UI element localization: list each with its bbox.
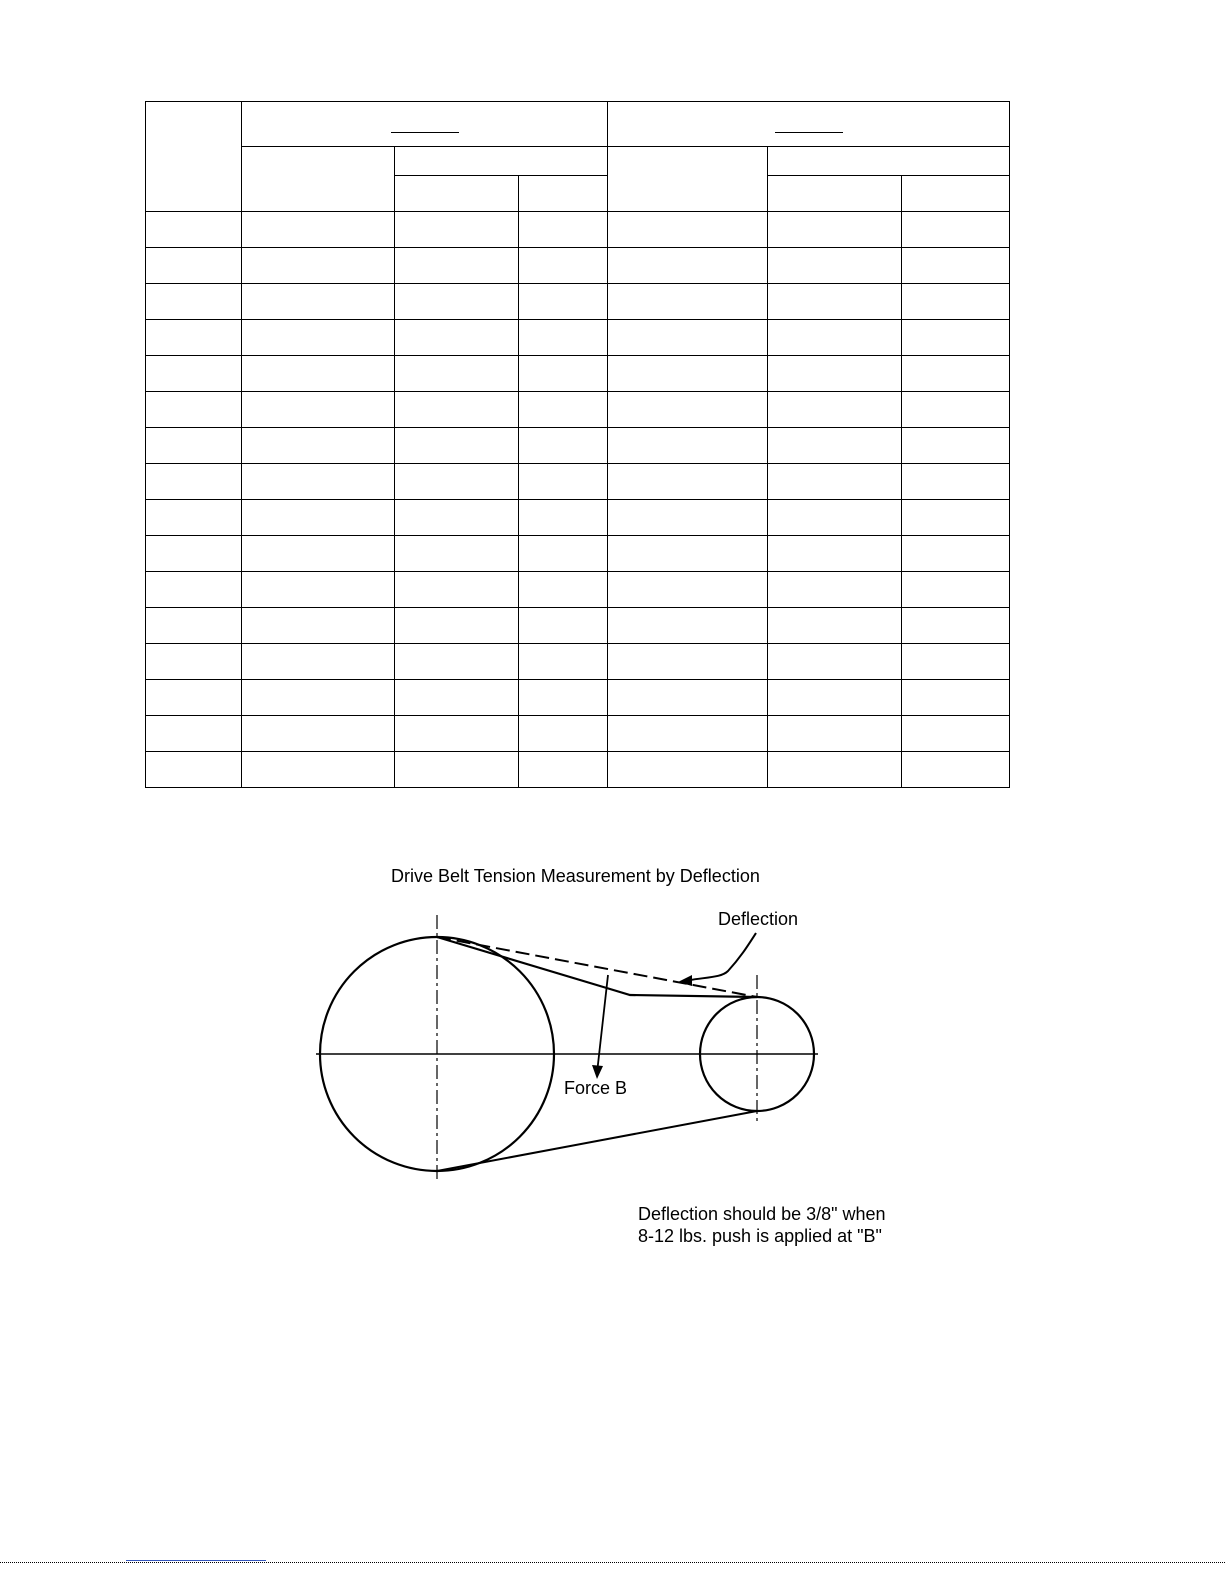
- table-cell: [902, 356, 1010, 392]
- header-cell-row-label: [146, 102, 242, 212]
- table-cell: [608, 644, 768, 680]
- table-cell: [768, 500, 902, 536]
- table-cell: [519, 572, 608, 608]
- table-cell: [242, 500, 395, 536]
- table-cell: [768, 248, 902, 284]
- table-cell: [395, 608, 519, 644]
- table-cell: [902, 464, 1010, 500]
- note-line-1: Deflection should be 3/8" when: [638, 1204, 886, 1224]
- table-row: [146, 464, 1010, 500]
- table-cell: [519, 536, 608, 572]
- table-row: [146, 212, 1010, 248]
- table-cell: [146, 608, 242, 644]
- table-cell: [242, 212, 395, 248]
- table-cell: [608, 320, 768, 356]
- table-cell: [768, 752, 902, 788]
- table-cell: [242, 464, 395, 500]
- table-cell: [768, 608, 902, 644]
- table-cell: [146, 464, 242, 500]
- table-cell: [146, 716, 242, 752]
- table-cell: [146, 572, 242, 608]
- table-cell: [146, 500, 242, 536]
- table-cell: [146, 212, 242, 248]
- table-row: [146, 248, 1010, 284]
- table-row: [146, 752, 1010, 788]
- subheader-cell: [242, 147, 395, 212]
- table-cell: [242, 248, 395, 284]
- belt-top-span-straight: [437, 937, 757, 997]
- table-cell: [395, 284, 519, 320]
- table-cell: [519, 356, 608, 392]
- subheader-cell: [902, 176, 1010, 212]
- table-cell: [242, 752, 395, 788]
- table-cell: [768, 464, 902, 500]
- table-cell: [395, 212, 519, 248]
- table-cell: [242, 428, 395, 464]
- table-cell: [519, 428, 608, 464]
- deflection-label: Deflection: [718, 909, 799, 929]
- table-cell: [768, 644, 902, 680]
- table-cell: [395, 572, 519, 608]
- table-row: [146, 356, 1010, 392]
- table-cell: [146, 392, 242, 428]
- table-cell: [242, 716, 395, 752]
- table-cell: [519, 320, 608, 356]
- table-cell: [395, 428, 519, 464]
- diagram-title: Drive Belt Tension Measurement by Deflection: [391, 866, 760, 886]
- table-cell: [608, 356, 768, 392]
- subheader-cell: [768, 147, 1010, 176]
- table-row: [146, 680, 1010, 716]
- table-cell: [519, 752, 608, 788]
- table-cell: [395, 680, 519, 716]
- table-cell: [146, 248, 242, 284]
- table-cell: [902, 536, 1010, 572]
- table-cell: [768, 536, 902, 572]
- header-underline-right: [775, 132, 843, 133]
- table-cell: [902, 248, 1010, 284]
- table-row: [146, 500, 1010, 536]
- table-row: [146, 608, 1010, 644]
- table-cell: [608, 752, 768, 788]
- table-row: [146, 392, 1010, 428]
- blank-spec-table: [145, 101, 1010, 788]
- table-cell: [395, 464, 519, 500]
- table-cell: [242, 572, 395, 608]
- subheader-cell: [768, 176, 902, 212]
- header-underline-left: [391, 132, 459, 133]
- table-row: [146, 572, 1010, 608]
- table-row: [146, 644, 1010, 680]
- table-cell: [242, 644, 395, 680]
- header-group-right: [608, 102, 1010, 147]
- page-footer-rule: [0, 1562, 1225, 1563]
- table-cell: [768, 392, 902, 428]
- table-cell: [395, 392, 519, 428]
- table-cell: [519, 248, 608, 284]
- table-cell: [608, 608, 768, 644]
- table-cell: [608, 536, 768, 572]
- table-cell: [608, 212, 768, 248]
- table-cell: [242, 536, 395, 572]
- table-cell: [902, 320, 1010, 356]
- table-cell: [519, 680, 608, 716]
- table-cell: [519, 212, 608, 248]
- table-cell: [608, 572, 768, 608]
- table-cell: [242, 356, 395, 392]
- table-cell: [902, 752, 1010, 788]
- table-cell: [768, 428, 902, 464]
- table-cell: [768, 680, 902, 716]
- force-label: Force B: [564, 1078, 628, 1098]
- table-cell: [902, 284, 1010, 320]
- table-cell: [902, 428, 1010, 464]
- force-arrow: [597, 975, 608, 1073]
- table-cell: [902, 572, 1010, 608]
- table-cell: [768, 716, 902, 752]
- table-cell: [146, 680, 242, 716]
- deflection-note: [638, 1203, 886, 1247]
- table-cell: [146, 320, 242, 356]
- table-cell: [608, 392, 768, 428]
- subheader-cell: [395, 147, 608, 176]
- table-cell: [902, 608, 1010, 644]
- table-cell: [768, 572, 902, 608]
- table-row: [146, 320, 1010, 356]
- table-cell: [519, 464, 608, 500]
- table-cell: [608, 428, 768, 464]
- note-line-2: 8-12 lbs. push is applied at "B": [638, 1226, 882, 1246]
- table-cell: [146, 428, 242, 464]
- table-cell: [902, 212, 1010, 248]
- table-row: [146, 428, 1010, 464]
- belt-deflection-diagram: [300, 895, 940, 1195]
- table-cell: [519, 644, 608, 680]
- table-cell: [519, 392, 608, 428]
- table-cell: [146, 284, 242, 320]
- table-cell: [146, 536, 242, 572]
- table-cell: [242, 284, 395, 320]
- table-cell: [395, 536, 519, 572]
- table-cell: [768, 284, 902, 320]
- table-cell: [902, 680, 1010, 716]
- table-cell: [608, 716, 768, 752]
- table-cell: [608, 248, 768, 284]
- table-cell: [608, 284, 768, 320]
- table-cell: [242, 392, 395, 428]
- table-cell: [242, 680, 395, 716]
- table-cell: [242, 608, 395, 644]
- table-cell: [902, 392, 1010, 428]
- deflection-pointer: [690, 933, 756, 980]
- table-cell: [608, 680, 768, 716]
- header-group-left: [242, 102, 608, 147]
- table-cell: [395, 716, 519, 752]
- table-cell: [902, 716, 1010, 752]
- table-row: [146, 716, 1010, 752]
- table-cell: [395, 248, 519, 284]
- subheader-cell: [519, 176, 608, 212]
- table-cell: [519, 284, 608, 320]
- table-cell: [242, 320, 395, 356]
- table-cell: [146, 644, 242, 680]
- belt-bottom-span: [437, 1111, 757, 1171]
- table-cell: [395, 500, 519, 536]
- table-cell: [608, 500, 768, 536]
- subheader-cell: [395, 176, 519, 212]
- table-cell: [395, 356, 519, 392]
- table-cell: [146, 752, 242, 788]
- table-cell: [768, 212, 902, 248]
- table-cell: [395, 320, 519, 356]
- table-cell: [902, 500, 1010, 536]
- table-cell: [768, 356, 902, 392]
- table-cell: [768, 320, 902, 356]
- subheader-cell: [608, 147, 768, 212]
- table-cell: [902, 644, 1010, 680]
- force-arrow-head: [592, 1065, 603, 1079]
- table-cell: [146, 356, 242, 392]
- table-cell: [395, 644, 519, 680]
- page-footer-link-mark: [126, 1560, 266, 1561]
- table-cell: [608, 464, 768, 500]
- table-cell: [519, 608, 608, 644]
- table-cell: [395, 752, 519, 788]
- table-row: [146, 536, 1010, 572]
- table-cell: [519, 716, 608, 752]
- table-row: [146, 284, 1010, 320]
- table-cell: [519, 500, 608, 536]
